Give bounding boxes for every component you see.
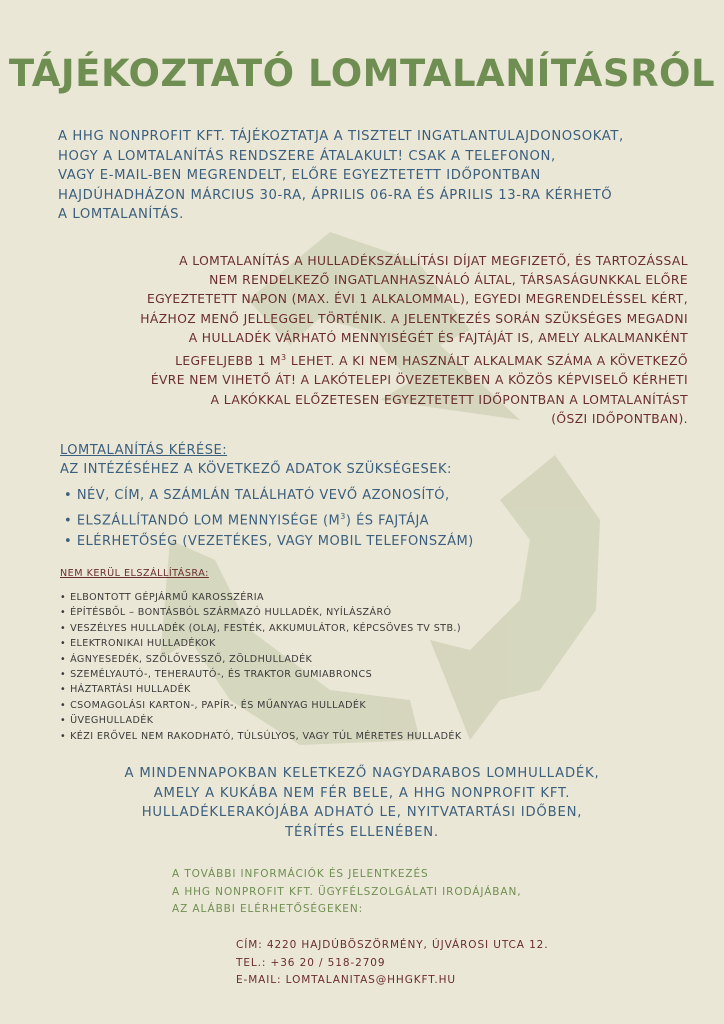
bullet-icon: • xyxy=(60,730,67,742)
bullet-icon: • xyxy=(64,488,73,503)
eligibility-line: (ŐSZI IDŐPONTBAN). xyxy=(551,411,688,426)
contact-intro xyxy=(172,866,692,919)
list-item: • ELÉRHETŐSÉG (VEZETÉKES, VAGY MOBIL TELEFONSZÁM) xyxy=(64,534,474,550)
request-subheading: AZ INTÉZÉSÉHEZ A KÖVETKEZŐ ADATOK SZÜKSÉGESEK: xyxy=(60,462,452,477)
contact-intro-line: A TOVÁBBI INFORMÁCIÓK ÉS JELENTKEZÉS xyxy=(172,868,429,880)
eligibility-line: NEM RENDELKEZŐ INGATLANHASZNÁLÓ ÁLTAL, TÁRSASÁGUNKKAL ELŐRE xyxy=(209,273,688,288)
bullet-icon: • xyxy=(60,607,67,619)
contact-intro-line: A HHG NONPROFIT KFT. ÜGYFÉLSZOLGÁLATI IRODÁJÁBAN, xyxy=(172,885,522,898)
eligibility-line: HÁZHOZ MENŐ JELLEGGEL TÖRTÉNIK. A JELENTKEZÉS SORÁN SZÜKSÉGES MEGADNI xyxy=(140,311,688,326)
bullet-icon: • xyxy=(60,715,67,727)
request-heading: LOMTALANÍTÁS KÉRÉSE: xyxy=(60,443,228,458)
intro-line: HOGY A LOMTALANÍTÁS RENDSZERE ÁTALAKULT! CSAK A TELEFONON, xyxy=(58,148,556,164)
bullet-icon: • xyxy=(64,534,73,550)
not-accepted-heading: NEM KERÜL ELSZÁLLÍTÁSRA: xyxy=(60,568,209,579)
m3-text-start: LEGFELJEBB 1 M xyxy=(175,354,282,369)
intro-line: VAGY E-MAIL-BEN MEGRENDELT, ELŐRE EGYEZTETETT IDŐPONTBAN xyxy=(58,168,541,183)
list-item: • HÁZTARTÁSI HULLADÉK xyxy=(60,684,191,696)
list-item: • ÉPÍTÉSBŐL – BONTÁSBÓL SZÁRMAZÓ HULLADÉK, NYÍLÁSZÁRÓ xyxy=(60,607,392,619)
list-item: • ELBONTOTT GÉPJÁRMŰ KAROSSZÉRIA xyxy=(60,592,264,603)
bullet-icon: • xyxy=(60,699,67,711)
m3-text-end: LEHET. A KI NEM HASZNÁLT ALKALMAK SZÁMA A KÖVETKEZŐ xyxy=(286,354,688,369)
m3-superscript: 3 xyxy=(281,353,287,363)
contact-email: E-MAIL: LOMTALANITAS@HHGKFT.HU xyxy=(236,974,456,986)
eligibility-line-m3 xyxy=(80,348,688,371)
list-item: • CSOMAGOLÁSI KARTON-, PAPÍR-, ÉS MŰANYAG HULLADÉK xyxy=(60,699,367,711)
eligibility-line: A LAKÓKKAL ELŐZETESEN EGYEZTETETT IDŐPONTBAN A LOMTALANÍTÁST xyxy=(210,392,688,407)
eligibility-line: A HULLADÉK VÁRHATÓ MENNYISÉGÉT ÉS FAJTÁJÁT IS, AMELY ALKALMANKÉNT xyxy=(188,330,688,345)
final-line: HULLADÉKLERAKÓJÁBA ADHATÓ LE, NYITVATARTÁSI IDŐBEN, xyxy=(141,805,583,820)
bullet-icon: • xyxy=(60,622,67,634)
list-item: • ÜVEGHULLADÉK xyxy=(60,715,154,727)
eligibility-line: EGYEZTETETT NAPON (MAX. ÉVI 1 ALKALOMMAL), EGYEDI MEGRENDELÉSSEL KÉRT, xyxy=(147,292,688,307)
intro-paragraph xyxy=(58,127,698,225)
list-item: • ELEKTRONIKAI HULLADÉKOK xyxy=(60,638,216,650)
final-notice xyxy=(0,764,724,842)
m3-superscript: 3 xyxy=(340,512,346,521)
list-item: • ELSZÁLLÍTANDÓ LOM MENNYISÉGE $(M^3)$ ÉS FAJTÁJA xyxy=(64,512,429,529)
bullet-icon: • xyxy=(60,684,67,696)
request-list xyxy=(60,485,700,552)
bullet-icon: • xyxy=(64,513,73,529)
bullet-icon: • xyxy=(60,669,67,681)
bullet-icon: • xyxy=(60,638,67,650)
list-item: • KÉZI ERŐVEL NEM RAKODHATÓ, TÚLSÚLYOS, VAGY TÚL MÉRETES HULLADÉK xyxy=(60,730,462,742)
page-title: TÁJÉKOZTATÓ LOMTALANÍTÁSRÓL xyxy=(8,52,716,95)
intro-line: A HHG NONPROFIT KFT. TÁJÉKOZTATJA A TISZTELT INGATLANTULAJDONOSOKAT, xyxy=(58,129,624,144)
bullet-icon: • xyxy=(60,592,67,603)
contact-intro-line: AZ ALÁBBI ELÉRHETŐSÉGEKEN: xyxy=(172,903,364,915)
contact-address: CÍM: 4220 HAJDÚBÖSZÖRMÉNY, ÚJVÁROSI UTCA 12. xyxy=(236,939,549,951)
intro-line: A LOMTALANÍTÁS. xyxy=(58,207,184,222)
final-line: AMELY A KUKÁBA NEM FÉR BELE, A HHG NONPROFIT KFT. xyxy=(153,785,571,801)
eligibility-line: A LOMTALANÍTÁS A HULLADÉKSZÁLLÍTÁSI DÍJAT MEGFIZETŐ, ÉS TARTOZÁSSAL xyxy=(179,254,688,268)
bullet-icon: • xyxy=(60,653,67,665)
final-line: A MINDENNAPOKBAN KELETKEZŐ NAGYDARABOS LOMHULLADÉK, xyxy=(124,766,600,781)
contact-phone: TEL.: +36 20 / 518-2709 xyxy=(236,956,386,969)
not-accepted-list xyxy=(60,590,660,744)
list-item: • NÉV, CÍM, A SZÁMLÁN TALÁLHATÓ VEVŐ AZONOSÍTÓ, xyxy=(64,488,450,503)
list-item: • VESZÉLYES HULLADÉK (OLAJ, FESTÉK, AKKUMULÁTOR, KÉPCSÖVES TV STB.) xyxy=(60,622,462,634)
contact-details xyxy=(236,937,696,990)
not-accepted-section xyxy=(60,568,660,744)
eligibility-paragraph xyxy=(80,252,688,429)
intro-line: HAJDÚHADHÁZON MÁRCIUS 30-RA, ÁPRILIS 06-RA ÉS ÁPRILIS 13-RA KÉRHETŐ xyxy=(58,187,613,203)
request-section xyxy=(60,441,700,552)
list-item: • ÁGNYESEDÉK, SZŐLŐVESSZŐ, ZÖLDHULLADÉK xyxy=(60,653,313,665)
list-item: • SZEMÉLYAUTÓ-, TEHERAUTÓ-, ÉS TRAKTOR GUMIABRONCS xyxy=(60,669,373,681)
final-line: TÉRÍTÉS ELLENÉBEN. xyxy=(285,824,439,840)
eligibility-line: ÉVRE NEM VIHETŐ ÁT! A LAKÓTELEPI ÖVEZETEKBEN A KÖZÖS KÉPVISELŐ KÉRHETI xyxy=(150,373,688,388)
